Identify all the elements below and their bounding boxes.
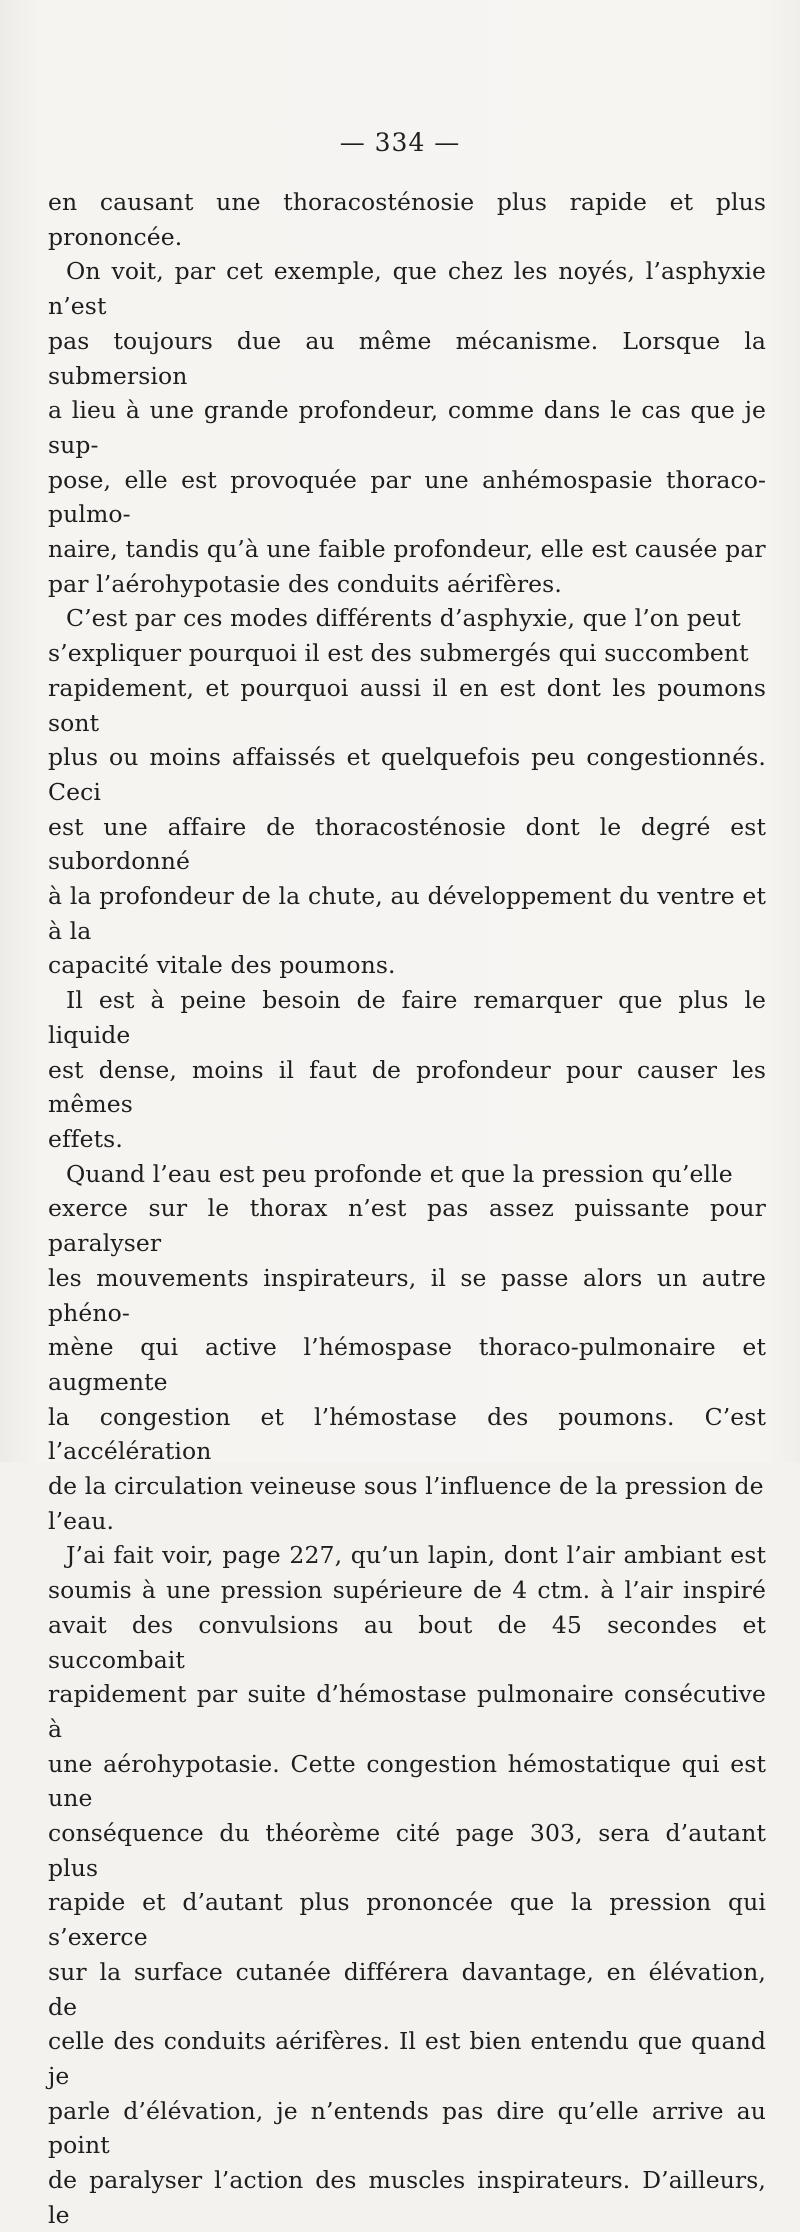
text-line: exerce sur le thorax n’est pas assez puissante pour paralyser bbox=[48, 1194, 766, 1258]
text-line: s’expliquer pourquoi il est des submergés qui succombent bbox=[48, 639, 749, 668]
text-line: rapidement par suite d’hémostase pulmonaire consécutive à bbox=[48, 1680, 766, 1743]
text-line: capacité vitale des poumons. bbox=[48, 951, 396, 980]
text-line: Quand l’eau est peu profonde et que la pression qu’elle bbox=[66, 1159, 733, 1188]
text-line: a lieu à une grande profondeur, comme dans le cas que je sup- bbox=[48, 396, 766, 459]
paragraph bbox=[48, 983, 766, 1157]
text-line: On voit, par cet exemple, que chez les noyés, l’asphyxie n’est bbox=[48, 257, 766, 321]
text-line: les mouvements inspirateurs, il se passe alors un autre phéno- bbox=[48, 1263, 766, 1327]
text-line: à la profondeur de la chute, au développement du ventre et à la bbox=[48, 882, 766, 945]
text-line: celle des conduits aérifères. Il est bien entendu que quand je bbox=[48, 2027, 766, 2090]
text-line: avait des convulsions au bout de 45 secondes et succombait bbox=[48, 1610, 766, 1674]
text-line: est dense, moins il faut de profondeur pour causer les mêmes bbox=[48, 1055, 766, 1119]
text-line: l’eau. bbox=[48, 1506, 115, 1535]
text-line: en causant une thoracosténosie plus rapide et plus prononcée. bbox=[48, 188, 766, 251]
text-line: naire, tandis qu’à une faible profondeur, elle est causée par bbox=[48, 535, 766, 564]
paragraph bbox=[48, 1538, 766, 2232]
text-line: effets. bbox=[48, 1124, 123, 1153]
text-line: est une affaire de thoracosténosie dont le degré est subordonné bbox=[48, 812, 766, 876]
text-line: parle d’élévation, je n’entends pas dire qu’elle arrive au point bbox=[48, 2096, 766, 2160]
paragraph bbox=[48, 185, 766, 254]
text-line: mène qui active l’hémospase thoraco-pulmonaire et augmente bbox=[48, 1333, 766, 1396]
text-line: soumis à une pression supérieure de 4 ctm. à l’air inspiré bbox=[48, 1576, 766, 1605]
text-line: plus ou moins affaissés et quelquefois peu congestionnés. Ceci bbox=[48, 743, 766, 806]
paragraph bbox=[48, 1157, 766, 1539]
text-line: J’ai fait voir, page 227, qu’un lapin, dont l’air ambiant est bbox=[66, 1541, 766, 1570]
text-line: Il est à peine besoin de faire remarquer que plus le liquide bbox=[48, 986, 766, 1049]
paragraph bbox=[48, 254, 766, 601]
text-line: sur la surface cutanée différera davantage, en élévation, de bbox=[48, 1957, 766, 2021]
paragraph bbox=[48, 601, 766, 983]
text-line: de la circulation veineuse sous l’influence de la pression de bbox=[48, 1472, 764, 1501]
text-line: conséquence du théorème cité page 303, sera d’autant plus bbox=[48, 1819, 766, 1882]
body-text bbox=[48, 185, 766, 2232]
text-line: rapidement, et pourquoi aussi il en est dont les poumons sont bbox=[48, 673, 766, 737]
page-number: — 334 — bbox=[339, 128, 461, 157]
text-line: par l’aérohypotasie des conduits aérifères. bbox=[48, 569, 562, 598]
text-line: une aérohypotasie. Cette congestion hémostatique qui est une bbox=[48, 1749, 766, 1813]
text-line: la congestion et l’hémostase des poumons. C’est l’accélération bbox=[48, 1402, 766, 1466]
text-line: pose, elle est provoquée par une anhémospasie thoraco-pulmo- bbox=[48, 465, 766, 529]
text-line: pas toujours due au même mécanisme. Lorsque la submersion bbox=[48, 326, 766, 390]
text-line: C’est par ces modes différents d’asphyxie, que l’on peut bbox=[66, 604, 741, 633]
text-line: de paralyser l’action des muscles inspirateurs. D’ailleurs, le bbox=[48, 2166, 766, 2229]
text-line: rapide et d’autant plus prononcée que la pression qui s’exerce bbox=[48, 1888, 766, 1952]
